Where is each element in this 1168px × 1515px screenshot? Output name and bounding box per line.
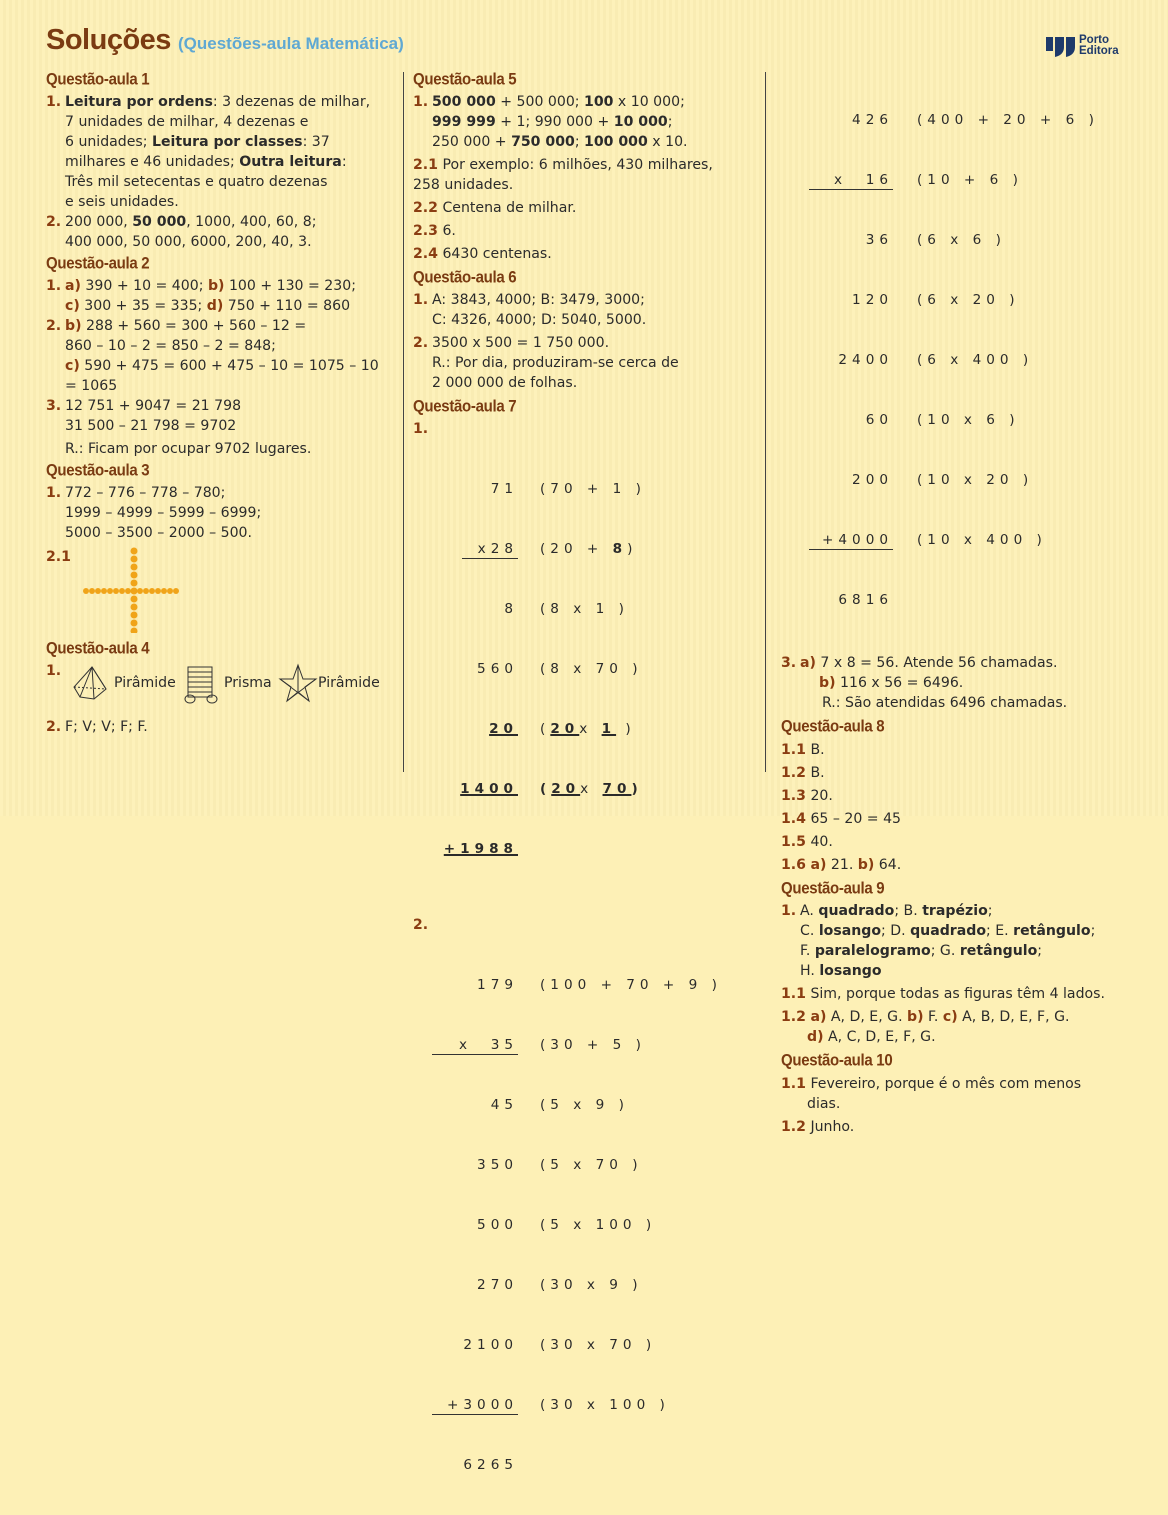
item-number: 1.4 [781, 811, 806, 827]
text: : 37 [302, 134, 330, 150]
item-number: 1.2 [781, 1119, 806, 1135]
calc-expression: (30 x 70 ) [540, 1337, 657, 1353]
answer-item [781, 763, 1136, 783]
answer-item [781, 901, 1136, 981]
calc-value: x 35 [432, 1035, 518, 1055]
bold-text: 100 [584, 94, 614, 110]
text: Centena de milhar. [437, 200, 577, 216]
item-number: 1. [781, 903, 797, 919]
text: 390 + 10 = 400; [80, 278, 208, 294]
bold-text: 50 000 [132, 214, 187, 230]
calc-value: 2100 [463, 1337, 518, 1353]
answer-item [413, 155, 753, 175]
sub-label: b) [207, 278, 225, 294]
text: 1999 – 4999 – 5999 – 6999; [65, 505, 262, 521]
calc-expression: (10 x 6 ) [917, 412, 1020, 428]
calc-bold: 1 [601, 721, 617, 737]
sub-label: b) [819, 675, 836, 691]
text: 860 – 10 – 2 = 850 – 2 = 848; [65, 338, 276, 354]
calc-value: 71 [490, 481, 518, 497]
item-number: 1. [46, 485, 62, 501]
text: + 1; 990 000 + [495, 114, 614, 130]
column-divider-1 [403, 72, 404, 772]
text: C. [800, 923, 819, 939]
answer-item [46, 212, 391, 252]
text: Fevereiro, porque é o mês com menos [805, 1076, 1082, 1092]
answer-item [781, 1027, 1136, 1047]
answer-item [781, 1074, 1136, 1094]
calc-bold: 1400 [460, 781, 518, 797]
item-number: 1. [46, 94, 62, 110]
text: ; [1037, 943, 1043, 959]
text: dias. [807, 1096, 841, 1112]
text: 31 500 – 21 798 = 9702 [65, 418, 237, 434]
calc-value: 6265 [463, 1457, 518, 1473]
text: = 1065 [65, 378, 118, 394]
calc-value: 2400 [838, 352, 893, 368]
item-number: 1.1 [781, 742, 806, 758]
text: 200 000, [65, 214, 133, 230]
answer-item [413, 221, 753, 241]
text: 7 unidades de milhar, 4 dezenas e [65, 114, 309, 130]
logo-text [1079, 35, 1119, 57]
section-heading: Questão-aula 5 [413, 70, 517, 89]
text: milhares e 46 unidades; [65, 154, 240, 170]
prism-icon [182, 665, 220, 707]
text: x 10. [647, 134, 688, 150]
text: Sim, porque todas as figuras têm 4 lados. [805, 986, 1105, 1002]
calc-expression: (8 x 70 ) [540, 661, 643, 677]
text: 7 x 8 = 56. Atende 56 chamadas. [815, 655, 1058, 671]
calc-expression: (20 + [540, 541, 613, 557]
text: R.: Ficam por ocupar 9702 lugares. [65, 441, 312, 457]
section-heading: Questão-aula 4 [46, 639, 150, 658]
multiplication-2 [413, 915, 753, 1515]
answer-item [46, 92, 391, 212]
item-number: 1. [413, 421, 429, 437]
calc-expression: (30 x 100 ) [540, 1397, 670, 1413]
section-heading: Questão-aula 2 [46, 254, 150, 273]
calc-expression: x [579, 721, 602, 737]
bold-text: 500 000 [432, 94, 496, 110]
text: 6. [437, 223, 456, 239]
text: Junho. [805, 1119, 855, 1135]
item-number: 2. [46, 214, 62, 230]
item-number: 2.4 [413, 246, 438, 262]
text: Três mil setecentas e quatro dezenas [65, 174, 328, 190]
sub-label: c) [65, 298, 80, 314]
bold-text: 999 999 [432, 114, 496, 130]
text: H. [800, 963, 820, 979]
item-number: 3. [46, 398, 62, 414]
answer-item [46, 276, 391, 316]
text: A. [800, 903, 819, 919]
logo-line-1: Porto [1079, 34, 1110, 46]
calc-expression: (10 x 400 ) [917, 532, 1047, 548]
text: F. [923, 1009, 943, 1025]
calc-expression: (400 + 20 + 6 ) [917, 112, 1099, 128]
calc-bold: 8 [612, 541, 628, 557]
text: x 10 000; [613, 94, 685, 110]
calc-bold: ) [631, 781, 643, 797]
column-2 [413, 68, 753, 1515]
calc-value: 60 [865, 412, 893, 428]
calc-value: 45 [490, 1097, 518, 1113]
text: 5000 – 3500 – 2000 – 500. [65, 525, 253, 541]
solid-label: Pirâmide [318, 675, 380, 691]
calc-value: 8 [504, 601, 518, 617]
text: F. [800, 943, 815, 959]
text: ; B. [894, 903, 923, 919]
text: 6430 centenas. [437, 246, 552, 262]
answer-item [46, 396, 391, 459]
text: A: 3843, 4000; B: 3479, 3000; [432, 292, 645, 308]
text: R.: São atendidas 6496 chamadas. [822, 695, 1068, 711]
item-number: 2.1 [46, 549, 71, 565]
bold-text: losango [819, 963, 882, 979]
text: 64. [874, 857, 902, 873]
calc-expression: (5 x 70 ) [540, 1157, 643, 1173]
calc-expression: (30 + 5 ) [540, 1037, 646, 1053]
text: 250 000 + [432, 134, 512, 150]
text: C: 4326, 4000; D: 5040, 5000. [432, 312, 647, 328]
text: 2 000 000 de folhas. [432, 375, 578, 391]
text: 40. [805, 834, 833, 850]
page-title: Soluções [46, 24, 171, 56]
calc-value: x 16 [809, 170, 893, 190]
multiplication-1 [413, 419, 753, 899]
text: 258 unidades. [413, 177, 514, 193]
answer-item [413, 198, 753, 218]
bold-text: Outra leitura [239, 154, 342, 170]
item-number: 3. [781, 655, 797, 671]
calc-expression: (70 + 1 ) [540, 481, 646, 497]
answer-item [781, 1117, 1136, 1137]
text: 65 – 20 = 45 [805, 811, 902, 827]
text: B. [805, 765, 825, 781]
item-number: 2.2 [413, 200, 438, 216]
item-number: 1.1 [781, 986, 806, 1002]
bold-text: paralelogramo [814, 943, 931, 959]
solid-label: Prisma [224, 675, 272, 691]
bold-text: quadrado [910, 923, 987, 939]
text: : [341, 154, 347, 170]
column-divider-2 [765, 72, 766, 772]
star-pyramid-icon [278, 663, 318, 703]
text: 300 + 35 = 335; [79, 298, 207, 314]
solids-figure [46, 661, 391, 715]
calc-value: +3000 [432, 1395, 518, 1415]
text: 772 – 776 – 778 – 780; [65, 485, 226, 501]
answer-item [781, 855, 1136, 875]
section-heading: Questão-aula 7 [413, 397, 517, 416]
text: 100 + 130 = 230; [224, 278, 356, 294]
calc-value: 36 [865, 232, 893, 248]
calc-expression: (5 x 100 ) [540, 1217, 657, 1233]
calc-value: 500 [477, 1217, 518, 1233]
bold-text: 10 000 [613, 114, 668, 130]
sub-label: a) [810, 1009, 827, 1025]
bold-text: Leitura por ordens [65, 94, 213, 110]
text: 288 + 560 = 300 + 560 – 12 = [81, 318, 307, 334]
calc-expression: (10 x 20 ) [917, 472, 1034, 488]
bold-text: retângulo [959, 943, 1038, 959]
dot-cross-icon [82, 547, 182, 633]
solid-label: Pirâmide [114, 675, 176, 691]
calc-value: 270 [477, 1277, 518, 1293]
item-number: 1.3 [781, 788, 806, 804]
calc-value: x28 [462, 539, 518, 559]
calc-bold: ( [540, 781, 552, 797]
calc-expression: (8 x 1 ) [540, 601, 629, 617]
item-number: 1.6 [781, 857, 806, 873]
text: + 500 000; [495, 94, 585, 110]
text: , 1000, 400, 60, 8; [186, 214, 317, 230]
bold-text: 100 000 [584, 134, 648, 150]
page-subtitle: (Questões-aula Matemática) [178, 34, 404, 53]
sub-label: c) [942, 1009, 958, 1025]
calc-expression: ( [540, 721, 551, 737]
calc-expression: (100 + 70 + 9 ) [540, 977, 722, 993]
text: 6 unidades; [65, 134, 152, 150]
text: A, D, E, G. [826, 1009, 908, 1025]
calc-value: 200 [852, 472, 893, 488]
text: ; [574, 134, 585, 150]
text: F; V; V; F; F. [65, 719, 148, 735]
answer-item [781, 653, 1136, 713]
text: Por exemplo: 6 milhões, 430 milhares, [437, 157, 713, 173]
logo-line-2: Editora [1079, 45, 1119, 57]
item-number: 2.1 [413, 157, 438, 173]
column-3 [781, 68, 1136, 1137]
answer-item [413, 333, 753, 393]
answer-item [46, 483, 391, 543]
column-1 [46, 68, 391, 737]
bold-text: Leitura por classes [152, 134, 303, 150]
answer-item [781, 786, 1136, 806]
section-heading: Questão-aula 6 [413, 268, 517, 287]
bold-text: losango [818, 923, 882, 939]
calc-expression: x [580, 781, 603, 797]
answer-item [413, 92, 753, 152]
section-heading: Questão-aula 3 [46, 461, 150, 480]
calc-value: 120 [852, 292, 893, 308]
bold-text: 750 000 [511, 134, 575, 150]
item-number: 1.5 [781, 834, 806, 850]
item-number: 1. [413, 94, 429, 110]
calc-value: 560 [477, 661, 518, 677]
calc-bold: 20 [550, 721, 580, 737]
sub-label: b) [907, 1009, 924, 1025]
text: 3500 x 500 = 1 750 000. [432, 335, 610, 351]
dot-cross-figure [46, 547, 391, 637]
sub-label: a) [65, 278, 81, 294]
item-number: 1. [46, 663, 62, 679]
calc-bold: +1988 [443, 841, 518, 857]
calc-bold: 70 [602, 781, 632, 797]
section-heading: Questão-aula 8 [781, 717, 885, 736]
text: ; E. [986, 923, 1014, 939]
text: 116 x 56 = 6496. [835, 675, 964, 691]
section-heading: Questão-aula 10 [781, 1051, 893, 1070]
answer-item [46, 717, 391, 737]
text: ; [667, 114, 673, 130]
calc-expression: ) [627, 541, 638, 557]
text: ; D. [881, 923, 911, 939]
sub-label: c) [65, 358, 80, 374]
answer-item [781, 809, 1136, 829]
calc-expression: (30 x 9 ) [540, 1277, 643, 1293]
text: 400 000, 50 000, 6000, 200, 40, 3. [65, 234, 312, 250]
logo-mark-icon [1046, 35, 1076, 59]
item-number: 1.2 [781, 1009, 806, 1025]
calc-expression: ) [616, 721, 636, 737]
text: R.: Por dia, produziram-se cerca de [432, 355, 679, 371]
sub-label: d) [206, 298, 224, 314]
answer-item [413, 244, 753, 264]
item-number: 2. [46, 318, 62, 334]
answer-item [413, 290, 753, 330]
multiplication-3 [781, 70, 1136, 650]
text: 21. [826, 857, 858, 873]
sub-label: b) [857, 857, 875, 873]
text: e seis unidades. [65, 194, 179, 210]
calc-value: +4000 [809, 530, 893, 550]
item-number: 2.3 [413, 223, 438, 239]
text: : 3 dezenas de milhar, [212, 94, 371, 110]
answer-item [781, 1007, 1136, 1027]
bold-text: quadrado [818, 903, 895, 919]
calc-value: 179 [477, 977, 518, 993]
item-number: 1.2 [781, 765, 806, 781]
calc-value: 426 [852, 112, 893, 128]
sub-label: a) [810, 857, 827, 873]
text: ; [1090, 923, 1096, 939]
text: A, B, D, E, F, G. [957, 1009, 1070, 1025]
sub-label: a) [800, 655, 816, 671]
calc-bold: 20 [489, 721, 518, 737]
calc-value: 6816 [838, 592, 893, 608]
item-number: 1. [46, 278, 62, 294]
bold-text: trapézio [922, 903, 988, 919]
item-number: 2. [413, 917, 429, 933]
text: 590 + 475 = 600 + 475 – 10 = 1075 – 10 [79, 358, 379, 374]
porto-editora-logo [1046, 35, 1119, 59]
item-number: 1. [413, 292, 429, 308]
item-number: 2. [413, 335, 429, 351]
item-number: 1.1 [781, 1076, 806, 1092]
item-number: 2. [46, 719, 62, 735]
text: ; [987, 903, 993, 919]
text: B. [805, 742, 825, 758]
sub-label: d) [807, 1029, 824, 1045]
answer-item [781, 832, 1136, 852]
bold-text: retângulo [1013, 923, 1091, 939]
section-heading: Questão-aula 9 [781, 879, 885, 898]
text: ; G. [930, 943, 960, 959]
calc-expression: (6 x 6 ) [917, 232, 1006, 248]
calc-bold: 20 [551, 781, 581, 797]
sub-label: b) [65, 318, 82, 334]
text: 750 + 110 = 860 [223, 298, 351, 314]
section-heading: Questão-aula 1 [46, 70, 150, 89]
calc-expression: (10 + 6 ) [917, 172, 1023, 188]
answer-item [781, 984, 1136, 1004]
text: 20. [805, 788, 833, 804]
answer-item [46, 316, 391, 396]
calc-expression: (6 x 20 ) [917, 292, 1020, 308]
calc-expression: (6 x 400 ) [917, 352, 1034, 368]
text: A, C, D, E, F, G. [823, 1029, 936, 1045]
answer-item [781, 740, 1136, 760]
pyramid-icon [72, 665, 112, 707]
calc-value: 350 [477, 1157, 518, 1173]
text: 12 751 + 9047 = 21 798 [65, 398, 242, 414]
calc-expression: (5 x 9 ) [540, 1097, 629, 1113]
